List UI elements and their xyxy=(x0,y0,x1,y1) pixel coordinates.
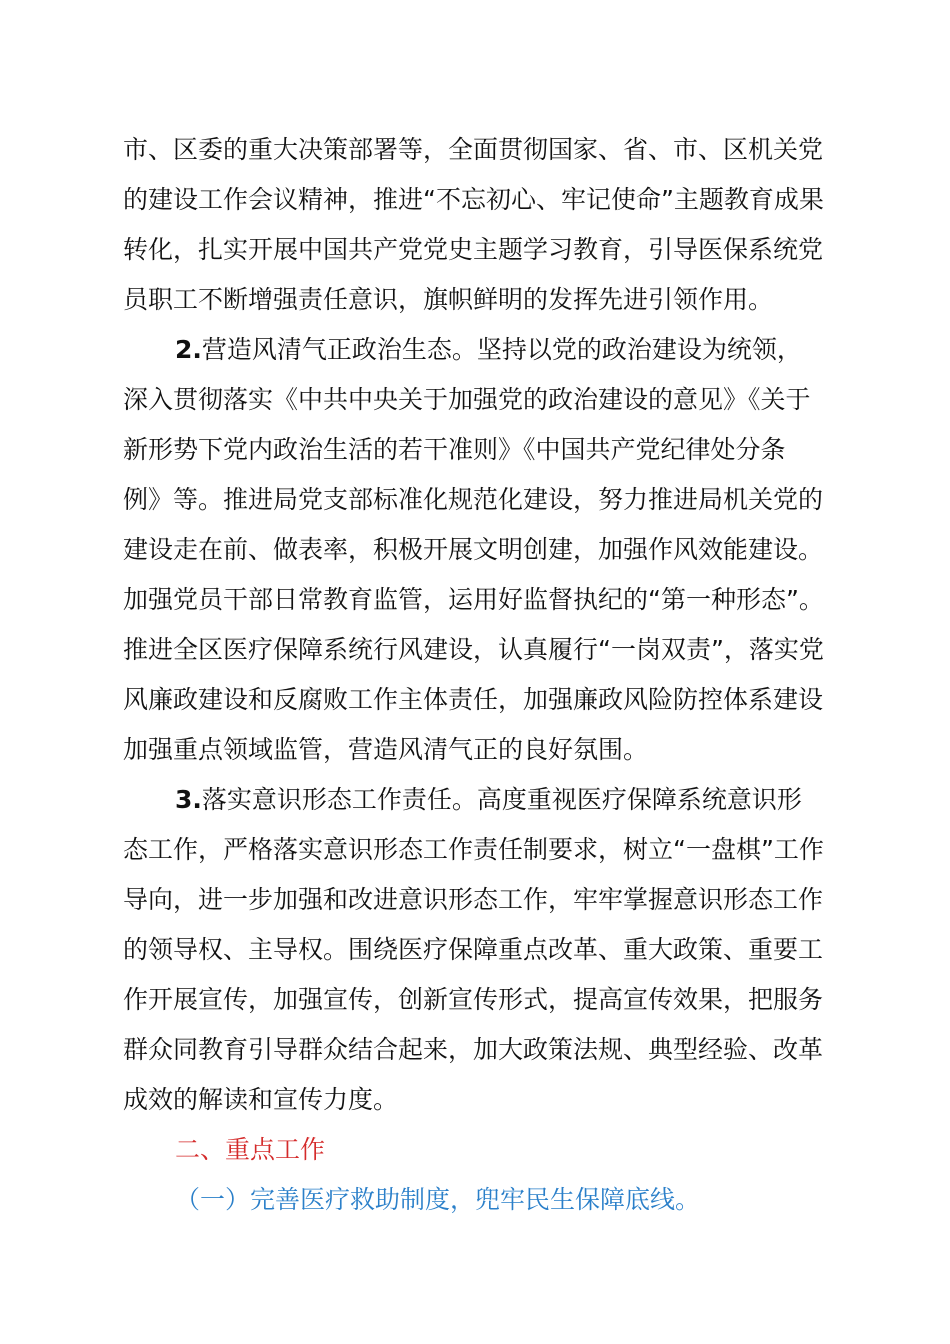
section-heading: 二、重点工作 xyxy=(175,1135,326,1164)
text-line: 推进全区医疗保障系统行风建设，认真履行“一岗双责”，落实党 xyxy=(123,635,824,664)
text-line: 的建设工作会议精神，推进“不忘初心、牢记使命”主题教育成果 xyxy=(123,185,824,214)
paragraph-2-lead: 营造风清气正政治生态。坚持以党的政治建设为统领， xyxy=(201,335,802,364)
paragraph-3-first-line xyxy=(123,775,841,825)
text-line: 风廉政建设和反腐败工作主体责任，加强廉政风险防控体系建设 xyxy=(123,685,824,714)
text-line: 的领导权、主导权。围绕医疗保障重点改革、重大政策、重要工 xyxy=(123,935,824,964)
paragraph-3-lead: 落实意识形态工作责任。高度重视医疗保障系统意识形 xyxy=(201,785,802,814)
text-line: 建设走在前、做表率，积极开展文明创建，加强作风效能建设。 xyxy=(123,535,824,564)
text-line: 市、区委的重大决策部署等，全面贯彻国家、省、市、区机关党 xyxy=(123,135,824,164)
text-line: 成效的解读和宣传力度。 xyxy=(123,1085,399,1114)
text-line: 群众同教育引导群众结合起来，加大政策法规、典型经验、改革 xyxy=(123,1035,824,1064)
text-line: 员职工不断增强责任意识，旗帜鲜明的发挥先进引领作用。 xyxy=(123,285,774,314)
subsection-heading: （一）完善医疗救助制度，兜牢民生保障底线。 xyxy=(175,1185,701,1214)
text-line: 加强党员干部日常教育监管，运用好监督执纪的“第一种形态”。 xyxy=(123,585,824,614)
document-body xyxy=(123,125,841,1225)
text-line: 导向，进一步加强和改进意识形态工作，牢牢掌握意识形态工作 xyxy=(123,885,824,914)
paragraph-3-number: 3. xyxy=(175,785,202,814)
paragraph-2-first-line xyxy=(123,325,841,375)
text-line: 例》等。推进局党支部标准化规范化建设，努力推进局机关党的 xyxy=(123,485,824,514)
text-line: 态工作，严格落实意识形态工作责任制要求，树立“一盘棋”工作 xyxy=(123,835,824,864)
text-line: 深入贯彻落实《中共中央关于加强党的政治建设的意见》《关于 xyxy=(123,385,811,414)
text-line: 作开展宣传，加强宣传，创新宣传形式，提高宣传效果，把服务 xyxy=(123,985,824,1014)
text-line: 加强重点领域监管，营造风清气正的良好氛围。 xyxy=(123,735,649,764)
text-line: 新形势下党内政治生活的若干准则》《中国共产党纪律处分条 xyxy=(123,435,786,464)
text-line: 转化，扎实开展中国共产党党史主题学习教育，引导医保系统党 xyxy=(123,235,824,264)
paragraph-2-number: 2. xyxy=(175,335,202,364)
